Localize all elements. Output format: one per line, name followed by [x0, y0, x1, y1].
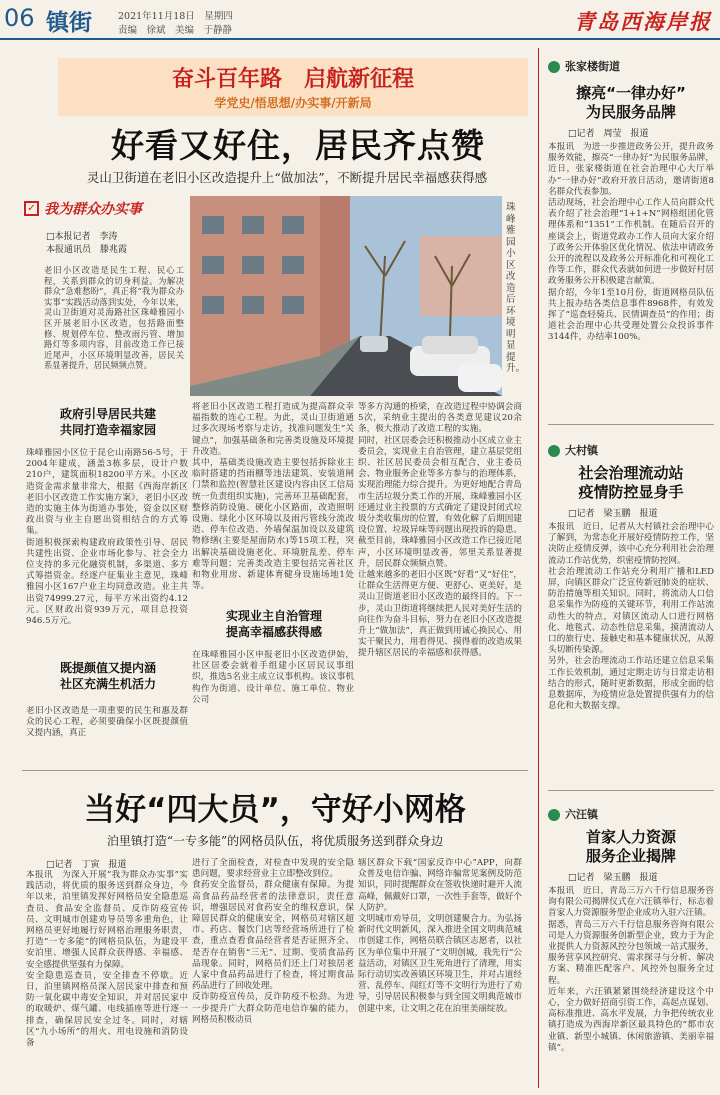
- bottom-col2-text: 进行了全面检查，对检查中发现的安全隐患问题，要求经营业主立即整改到位。 食药安全监督员，群众健康有保障。为提高食品药品经营者的法律意识，责任意识，增强居民对食药安全的维权意识，保障居民群众的健康安全，网格员对辖区超市、药店、餐饮门店等经营场所进行了检查，重点查看食品经营者是否证照齐全、是否存在销售“三无”、过期、变质食品药品现象。同时，网格员们还上门对独居老人家中食品药品进行了检查，将过期食品药品进行了回收处理。 反诈防疫宣传员，反诈防疫不松劲。为进一步提升广大群众防范电信诈骗的能力，网格员积极动员: [192, 858, 354, 1025]
- bottom-deck: 泊里镇打造“一专多能”的网格员队伍，将优质服务送到群众身边: [106, 834, 444, 848]
- header-rule: [0, 38, 720, 40]
- column-logo: [24, 198, 184, 218]
- right-column-rule: [538, 48, 539, 1088]
- article2-title: 社会治理流动站 疫情防控显身手: [578, 464, 684, 501]
- location-dot-icon: [548, 61, 560, 73]
- article1-title: 擦亮“一律办好” 为民服务品牌: [576, 84, 686, 121]
- subhead-3: 实现业主自治管理 提高幸福感获得感: [225, 609, 322, 639]
- article3-body: 本报讯 近日，青岛三万六千行信息服务咨询有限公司揭牌仪式在六汪镇举行，标志着首家人力资源服务型企业成功入驻六汪镇。 据悉，青岛三万六千行信息服务咨询有限公司是人力资源服务创新型企业，致力于为企业提供人力资源风控分包领域一站式服务，服务营享风控研究、需求探寻与分析、解决方案、精准匹配客户、风控外包服务全过程。 近年来，六汪镇紧紧围绕经济建设这个中心，全力做好招商引资工作，高起点谋划、高标准推进、高水平发展，力争把传统农业镇打造成为西海岸新区最具特色的“都市农业镇、新型小城镇、休闲旅游镇、美丽幸福镇”。: [548, 886, 714, 1053]
- checkbox-icon: ✓: [24, 201, 39, 216]
- column-logo-text: 我为群众办实事: [44, 201, 143, 218]
- tag-zhangjialou: 张家楼街道: [548, 58, 714, 74]
- subhead-2: 既提颜值又提内涵 社区充满生机活力: [59, 661, 156, 691]
- tag-liuwang: 六汪镇: [548, 806, 714, 822]
- page-number: 06: [4, 4, 35, 32]
- bottom-col1-text: 本报讯 为深入开展“我为群众办实事”实践活动，将优质的服务送到群众身边，今年以来，泊里镇发挥好网格员安全隐患巡查员、食品安全监督员、反诈防疫宣传员、文明城市创建劝导员等多重角色，让网格员更好地履行好网格治理服务职责，打造“一专多能”的网格员队伍，为建设平安泊里、增强人民群众获得感、幸福感、安全感提供坚强有力保障。 安全隐患巡查员，安全排查不停歇。近日，泊里镇网格员深入居民家中排查和预防一氧化碳中毒安全知识，并对居民家中的取暖炉、煤气罐、电线插座等进行逐一排查，确保居民安全过冬。同时，对辖区“九小场所”的用火、用电设施和消防设备: [26, 870, 188, 1049]
- section-divider: [22, 770, 528, 771]
- main-col2b-text: 在珠峰雅园小区申报老旧小区改造伊始，社区居委会就着手组建小区居民议事组织，推选5名业主成立议事机构。该议事机构作为街道、设计单位、施工单位、物业公司: [192, 650, 354, 705]
- main-deck: 灵山卫街道在老旧小区改造提升上“做加法”，不断提升居民幸福感获得感: [86, 170, 488, 185]
- subhead-1: 政府引导居民共建 共同打造幸福家园: [59, 407, 156, 437]
- byline-correspondent: 本报通讯员 滕兆霞: [46, 245, 128, 255]
- right-divider-1: [548, 424, 714, 425]
- main-col1-text: 珠峰雅园小区位于昆仑山南路56-5号，于2004年建成，涵盖3栋多层，设计户数210户，建筑面积18200平方米。小区改造资金需求量非常大，根据《西海岸新区老旧小区改造工作实施方案》，老旧小区改造的实施主体为街道办事处，资金以区财政出资与业主自愿出资相结合的方式筹集。 街道积极探索构建政府政策性引导、居民共建性出资、企业市场化参与、社会全力位支持的多元化融资机制，多渠道、多方式筹措资金。经逐户征集业主意见，珠峰雅园小区167户业主均同意改造。业主共出资74999.27元，每平方米出资约4.12元。区财政出资939万元，项目总投资946.5万元。: [26, 448, 188, 627]
- main-col1b-text: 老旧小区改造是一项重要的民生和惠及群众的民心工程，必须要确保小区既提颜值又提内涵，真正: [26, 706, 188, 739]
- tag-dacun: 大村镇: [548, 442, 714, 458]
- right-article-1: [548, 58, 714, 432]
- editors: 责编 徐斌 美编 于静静: [118, 25, 233, 36]
- right-divider-2: [548, 790, 714, 791]
- main-photo: [190, 196, 502, 396]
- article3-title: 首家人力资源 服务企业揭牌: [585, 828, 676, 865]
- header-bar: [0, 0, 720, 40]
- photo-scene: [190, 196, 502, 396]
- right-article-2: [548, 442, 714, 787]
- issue-date: 2021年11月18日 星期四: [118, 11, 233, 22]
- photo-caption: 珠峰雅园小区改造后环境明显提升。: [506, 202, 526, 374]
- masthead: 青岛西海岸报: [574, 9, 712, 34]
- byline-reporter: □本报记者 李涛: [46, 232, 118, 242]
- right-article-3: [548, 806, 714, 1086]
- banner-subtitle: 学党史/悟思想/办实事/开新局: [214, 96, 372, 110]
- bottom-byline: □记者 丁寅 报道: [46, 860, 127, 870]
- article2-byline: □记者 梁玉鹏 报道: [568, 509, 658, 519]
- article3-byline: □记者 梁玉鹏 报道: [568, 873, 658, 883]
- main-lead: 老旧小区改造是民生工程、民心工程，关系到群众的切身利益。为解决群众“急难愁盼”，真正将“我为群众办实事”实践活动落到实处，今年以来，灵山卫街道对灵海路社区珠峰雅园小区开展老旧小区改造，包括路面整修、规划停车位、整改雨污管、增加路灯等多项内容，目前改造工作已接近尾声，小区环境明显改善，居民关系显著提升，居民频频点赞。: [44, 265, 184, 371]
- bottom-col3-text: 辖区群众下载“国家反诈中心”APP，向群众普及电信诈骗、网络诈骗常见案例及防范知识，同时提醒群众在签收快递时避开人流高峰，佩戴好口罩，一次性手套等，做好个人防护。 文明城市劝导员，文明创建聚合力。为弘扬新时代文明新风，深入推进全国文明典范城市创建工作，网格员联合镇区志愿者，以社区为单位集中开展了“文明创城，我先行”公益活动，对镇区卫生死角进行了清理，用实际行动切实改善镇区环境卫生，并对占道经营、乱停车、闯红灯等不文明行为进行了劝导，引导居民积极参与到全国文明典范城市创建中来，让文明之花在泊里美丽绽放。: [358, 858, 522, 1014]
- main-headline: 好看又好住，居民齐点赞: [111, 126, 485, 165]
- bottom-headline: 当好“四大员”，守好小网格: [84, 792, 466, 828]
- banner-title: 奋斗百年路 启航新征程: [171, 67, 414, 92]
- location-dot-icon: [548, 445, 560, 457]
- article2-body: 本报讯 近日，记者从大村镇社会治理中心了解到，为常态化开展好疫情防控工作，坚决防止疫情反弹，该中心充分利用社会治理流动工作站优势，织密疫情防控网。 社会治理流动工作站充分利用广播和LED屏，向镇区群众广泛宣传新冠肺炎的症状、防治措施等相关知识。同时，将流动人口信息采集作为防疫的关键环节，利用工作站流动性大的特点，对镇区流动人口进行网格化、地毯式、动态性信息采集，摸清流动人口的旅行史、接触史和基本健康状况，从源头切断传染源。 另外，社会治理流动工作站还建立信息采集工作长效机制，通过定期走访与日常走访相结合的形式，随时更新数据，形成全面的信息数据库，为疫情应急处置提供强有力的信息化和大数据支撑。: [548, 522, 714, 712]
- article1-byline: □记者 周莹 报道: [568, 129, 649, 139]
- location-dot-icon: [548, 809, 560, 821]
- main-col2-text: 将老旧小区改造工程打造成为提高群众幸福指数的连心工程。为此，灵山卫街道通过多次现场考察与走访，找准问题发生“关键点”，加强基础条和完善类设施及环境提升改造。 其中，基础类设施改造主要包括拆除业主临时搭建的挡雨棚等违法建筑、安装道闸门禁和监控(智慧社区建设内容由区工信局统一负责组织实施)，完善环卫基础配套，整修消防设施、硬化小区路面，改造照明设施、绿化小区环境以及雨污管线分流改造、停车位改造、外墙保温加设以及建筑物修缮(主要是屋面防水)等15项工程，突出解决基础设施老化、环境脏乱差、停车难等问题；完善类改造主要包括完善社区和物业用房、新建体育健身设施场地1处等。: [192, 402, 354, 592]
- main-col3-text: 等多方沟通的桥梁，在改造过程中协调会商5次，采纳业主提出的各类意见建议20余条，极大推动了改造工程的实施。 同时，社区居委会还积极推动小区成立业主委员会，实现业主自治管理，建立基层党组织、社区居民委员会相互配合，业主委员会、物业服务企业等多方参与的治理体系，实现治理能力综合提升。为更好地配合青岛市生活垃圾分类工作的开展，珠峰雅园小区还通过业主投票的方式确定了建设封闭式垃圾分类收集房的位置，有效化解了后期因建设位置、垃圾异味等问题出现投诉的隐患。截至目前，珠峰雅园小区改造工作已接近尾声，小区环境明显改善，邻里关系显著提升，居民群众频频点赞。 让越来越多的老旧小区既“好看”又“好住”，让群众生活得更方便、更舒心、更美好，是灵山卫街道老旧小区改造的最终目的。下一步，灵山卫街道将继续把人民对美好生活的向往作为奋斗目标，努力在老旧小区改造提升上“做加法”，真正做到用诚心换民心、用实干聚民力，用看得见、摸得着的改造成果提升辖区居民的幸福感和获得感。: [358, 402, 522, 659]
- article1-body: 本报讯 为进一步推进政务公开，提升政务服务效能，擦亮“一律办好”为民服务品牌，近日，张家楼街道在社会治理中心大厅举办“一律办好”政府开放日活动，邀请街道8名群众代表参加。 活动现场，社会治理中心工作人员向群众代表介绍了社会治理“1+1+N”网格组团化管理体系和“1351”工作机制。在随后召开的座谈会上，街道党政办工作人员向大家介绍了政务公开体验区优化情况、依法申请政务公开的流程以及政务公开标准化和可视化工作等工作，群众代表就如何进一步做好村居政务服务公开积极建言献策。 据介绍，今年1至10月份，街道网格员队伍共上报办结各类信息事件8968件，有效发挥了“巡查轻骑兵、民情调查员”的作用；街道社会治理中心共受理处置公众投诉事件3144件，办结率100%。: [548, 142, 714, 343]
- banner: [58, 58, 528, 116]
- section-name: 镇街: [46, 10, 92, 36]
